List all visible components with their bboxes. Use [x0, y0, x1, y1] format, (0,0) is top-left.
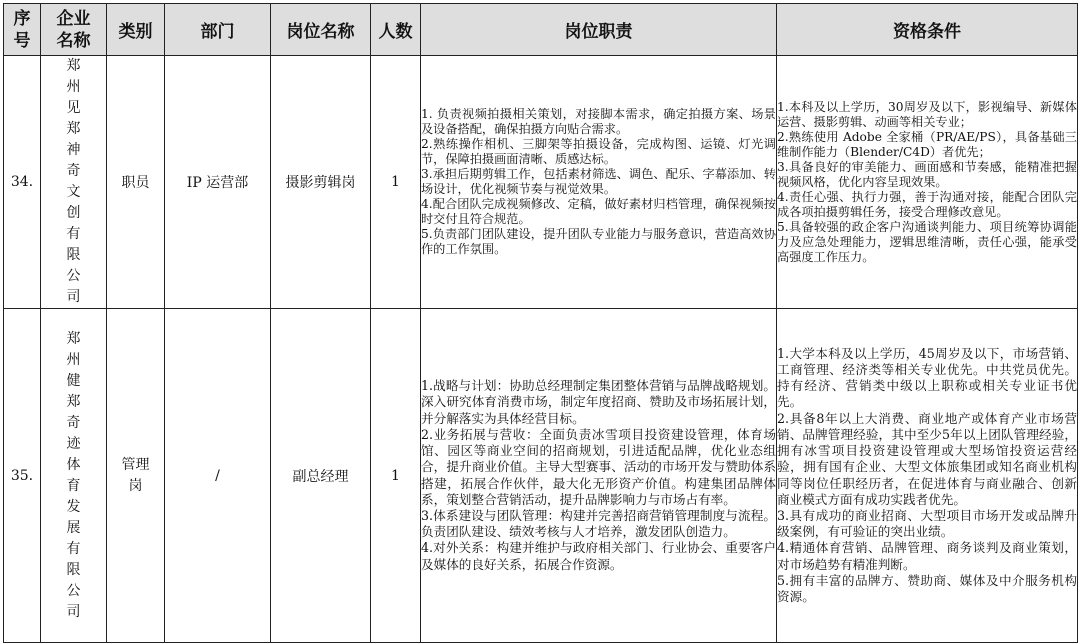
- header-qualifications: 资格条件: [777, 4, 1078, 56]
- cell-qualifications: 1.大学本科及以上学历，45周岁及以下，市场营销、工商管理、经济类等相关专业优先。中共党员优先。持有经济、营销类中级以上职称或相关专业证书优先。 2.具备8年以上大消费、商业地产或体育产业市场营销、品牌管理经验，其中至少5年以上团队管理经验，拥有冰雪项目投资建设管理或大型场馆投资运营经验，拥有国有企业、大型文体旅集团或知名商业机构同等岗位任职经历者，在促进体育与商业融合、创新商业模式方面有成功实践者优先。 3.具有成功的商业招商、大型项目市场开发或品牌升级案例，有可验证的突出业绩。 4.精通体育营销、品牌管理、商务谈判及商业策划，对市场趋势有精准判断。 5.拥有丰富的品牌方、赞助商、媒体及中介服务机构资源。: [777, 309, 1078, 643]
- job-table: [3, 3, 1078, 643]
- cell-seq: 35.: [4, 309, 41, 643]
- cell-company: [41, 309, 107, 643]
- table-row: [4, 56, 1078, 309]
- cell-position: 副总经理: [271, 309, 371, 643]
- category-label: 管理岗: [121, 456, 150, 494]
- cell-category: 职员: [107, 56, 165, 309]
- header-company: 企业名称: [41, 4, 107, 56]
- cell-count: 1: [371, 56, 421, 309]
- cell-category: [107, 309, 165, 643]
- cell-company: [41, 56, 107, 309]
- cell-department: /: [165, 309, 271, 643]
- cell-duties: 1. 负责视频拍摄相关策划，对接脚本需求，确定拍摄方案、场景及设备搭配，确保拍摄方向贴合需求。 2.熟练操作相机、三脚架等拍摄设备，完成构图、运镜、灯光调节，保障拍摄画面清晰、质感达标。 3.承担后期剪辑工作，包括素材筛选、调色、配乐、字幕添加、转场设计，优化视频节奏与视觉效果。 4.配合团队完成视频修改、定稿，做好素材归档管理，确保视频按时交付且符合规范。 5.负责部门团队建设，提升团队专业能力与服务意识，营造高效协作的工作氛围。: [421, 56, 777, 309]
- company-name: 郑州见郑神奇文创有限公司: [66, 58, 81, 305]
- cell-department: IP 运营部: [165, 56, 271, 309]
- cell-qualifications: 1.本科及以上学历，30周岁及以下，影视编导、新媒体运营、摄影剪辑、动画等相关专业； 2.熟练使用 Adobe 全家桶（PR/AE/PS），具备基础三维制作能力（Blender/C4D）者优先； 3.具备良好的审美能力、画面感和节奏感，能精准把握视频风格，优化内容呈现效果。 4.责任心强、执行力强，善于沟通对接，能配合团队完成各项拍摄剪辑任务，接受合理修改意见。 5.具备较强的政企客户沟通谈判能力、项目统筹协调能力及应急处理能力，逻辑思维清晰，责任心强，能承受高强度工作压力。: [777, 56, 1078, 309]
- header-duties: 岗位职责: [421, 4, 777, 56]
- company-name: 郑州健郑奇迹体育发展有限公司: [66, 330, 81, 620]
- header-row: [4, 4, 1078, 56]
- header-seq: 序号: [4, 4, 41, 56]
- table-row: [4, 309, 1078, 643]
- cell-count: 1: [371, 309, 421, 643]
- header-position: 岗位名称: [271, 4, 371, 56]
- header-department: 部门: [165, 4, 271, 56]
- cell-seq: 34.: [4, 56, 41, 309]
- cell-position: 摄影剪辑岗: [271, 56, 371, 309]
- cell-duties: 1.战略与计划：协助总经理制定集团整体营销与品牌战略规划。深入研究体育消费市场，制定年度招商、赞助及市场拓展计划，并分解落实为具体经营目标。 2.业务拓展与营收：全面负责冰雪项目投资建设管理，体育场馆、园区等商业空间的招商规划，引进适配品牌，优化业态组合，提升商业价值。主导大型赛事、活动的市场开发与赞助体系搭建，拓展合作伙伴，最大化无形资产价值。构建集团品牌体系，策划整合营销活动，提升品牌影响力与市场占有率。 3.体系建设与团队管理：构建并完善招商营销管理制度与流程。负责团队建设、绩效考核与人才培养，激发团队创造力。 4.对外关系：构建并维护与政府相关部门、行业协会、重要客户及媒体的良好关系，拓展合作资源。: [421, 309, 777, 643]
- header-category: 类别: [107, 4, 165, 56]
- header-count: 人数: [371, 4, 421, 56]
